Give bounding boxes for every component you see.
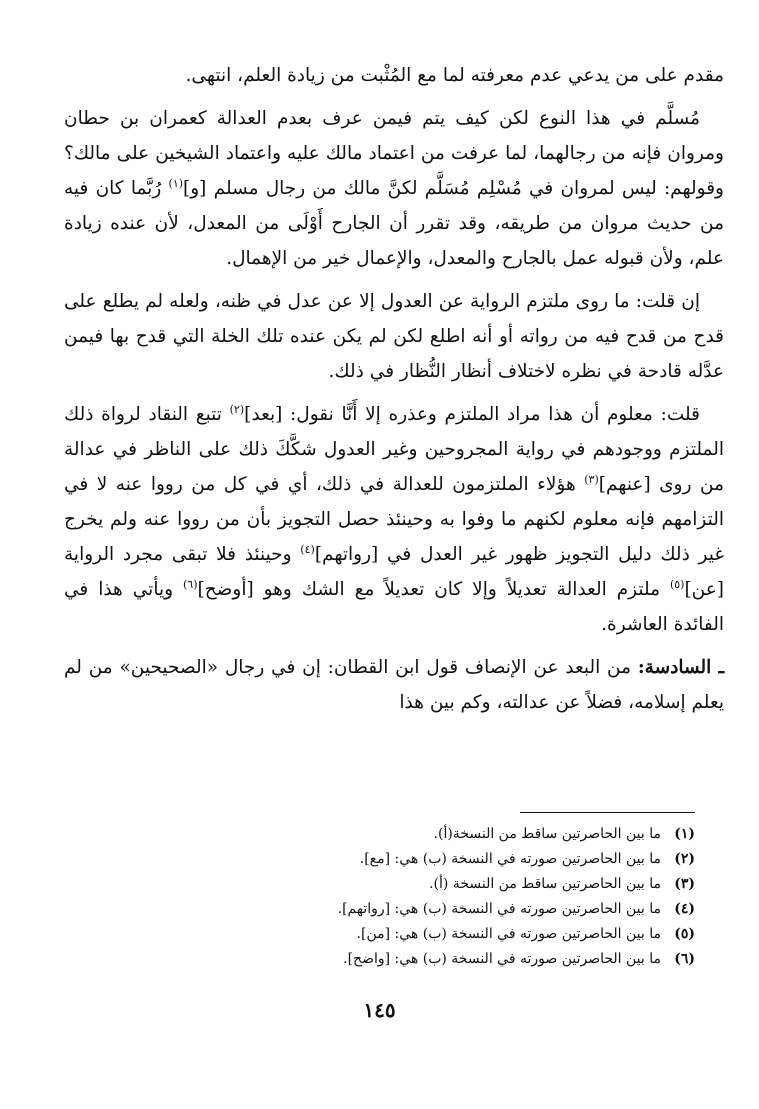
footnote-number: (٦) [674, 951, 695, 967]
main-text [64, 58, 724, 728]
footnote-number: (٢) [674, 851, 695, 867]
text-run: مُسلَّم في هذا النوع لكن كيف يتم فيمن عرف بعدم العدالة كعمران بن حطان ومروان فإنه من رجالهما، لما عرفت من اعتماد مالك عليه واعتماد الشيخين على مالك؟ وقولهم: ليس لمروان في مُسْلِم مُسَلَّم لكنَّ مالك من رجال مسلم [و] [64, 108, 724, 199]
footnote-mark[interactable]: (١) [168, 176, 184, 190]
footnote-number: (٥) [674, 926, 695, 942]
paragraph-3 [64, 284, 724, 389]
paragraph-5 [64, 650, 724, 720]
footnotes [95, 822, 695, 972]
footnote-text: ما بين الحاصرتين ساقط من النسخة(أ). [433, 826, 661, 842]
footnote-text: ما بين الحاصرتين صورته في النسخة (ب) هي: [واضح]. [343, 951, 661, 967]
section-heading: ـ السادسة: [637, 657, 724, 678]
text-run: مقدم على من يدعي عدم معرفته لما مع المُثْبت من زيادة العلم، انتهى. [185, 65, 724, 86]
footnote-text: ما بين الحاصرتين صورته في النسخة (ب) هي: [من]. [356, 926, 661, 942]
footnote-item [95, 947, 695, 972]
footnote-item [95, 872, 695, 897]
footnote-text: ما بين الحاصرتين ساقط من النسخة (أ). [429, 876, 661, 892]
footnote-text: ما بين الحاصرتين صورته في النسخة (ب) هي: [مع]. [359, 851, 661, 867]
text-run: قلت: معلوم أن هذا مراد الملتزم وعذره إلا أَنَّا نقول: [بعد] [244, 404, 700, 425]
text-run: وحينئذ فلا تبقى مجرد الرواية [عن] [64, 544, 725, 600]
footnote-mark[interactable]: (٣) [584, 472, 599, 486]
footnote-mark[interactable]: (٢) [229, 402, 245, 416]
text-run: تتبع النقاد لرواة ذلك الملتزم ووجودهم في رواية المجروحين وغير العدول شكَّكَ ذلك على الناظر في عدالة من روى [عنهم] [64, 404, 724, 495]
footnote-mark[interactable]: (٦) [183, 577, 198, 591]
footnote-number: (٤) [674, 901, 695, 917]
paragraph-4 [64, 397, 724, 642]
footnote-item [95, 847, 695, 872]
footnote-text: ما بين الحاصرتين صورته في النسخة (ب) هي: [رواتهم]. [337, 901, 661, 917]
footnote-number: (١) [674, 826, 695, 842]
footnote-number: (٣) [674, 876, 695, 892]
footnote-item [95, 897, 695, 922]
footnote-mark[interactable]: (٥) [669, 577, 685, 591]
footnote-item [95, 922, 695, 947]
text-run: من البعد عن الإنصاف قول ابن القطان: إن في رجال «الصحيحين» من لم يعلم إسلامه، فضلاً عن عدالته، وكم بين هذا [64, 657, 724, 713]
text-run: ويأتي هذا في الفائدة العاشرة. [64, 579, 724, 635]
footnote-item [95, 822, 695, 847]
text-run: إن قلت: ما روى ملتزم الرواية عن العدول إلا عن عدل في ظنه، ولعله لم يطلع على قدح من قدح فيه من رواته أو أنه اطلع لكن لم يكن عنده تلك الخلة التي قدح بها فيمن عدَّله قادحة في نظره لاختلاف أنظار النُّظار في ذلك. [64, 291, 724, 382]
paragraph-2 [64, 101, 724, 276]
paragraph-1 [64, 58, 724, 93]
text-run: رُبَّما كان فيه من حديث مروان من طريقه، وقد تقرر أن الجارح أَوْلَى من المعدل، لأن عنده زيادة علم، ولأن قبوله عمل بالجارح والمعدل، والإعمال خير من الإهمال. [64, 178, 724, 269]
text-run: هؤلاء الملتزمون للعدالة في ذلك، أي في كل من رووا عنه لا في التزامهم فإنه معلوم لكنهم ما وفوا به وحينئذ حصل التجويز بأن من رووا عنه ولم يخرج غير ذلك دليل التجويز ظهور غير العدل في [رواتهم] [64, 474, 724, 565]
footnote-divider [520, 812, 695, 813]
text-run: ملتزم العدالة تعديلاً وإلا كان تعديلاً مع الشك وهو [أوضح] [197, 579, 660, 600]
page-number: ١٤٥ [363, 998, 396, 1022]
footnote-mark[interactable]: (٤) [300, 542, 315, 556]
